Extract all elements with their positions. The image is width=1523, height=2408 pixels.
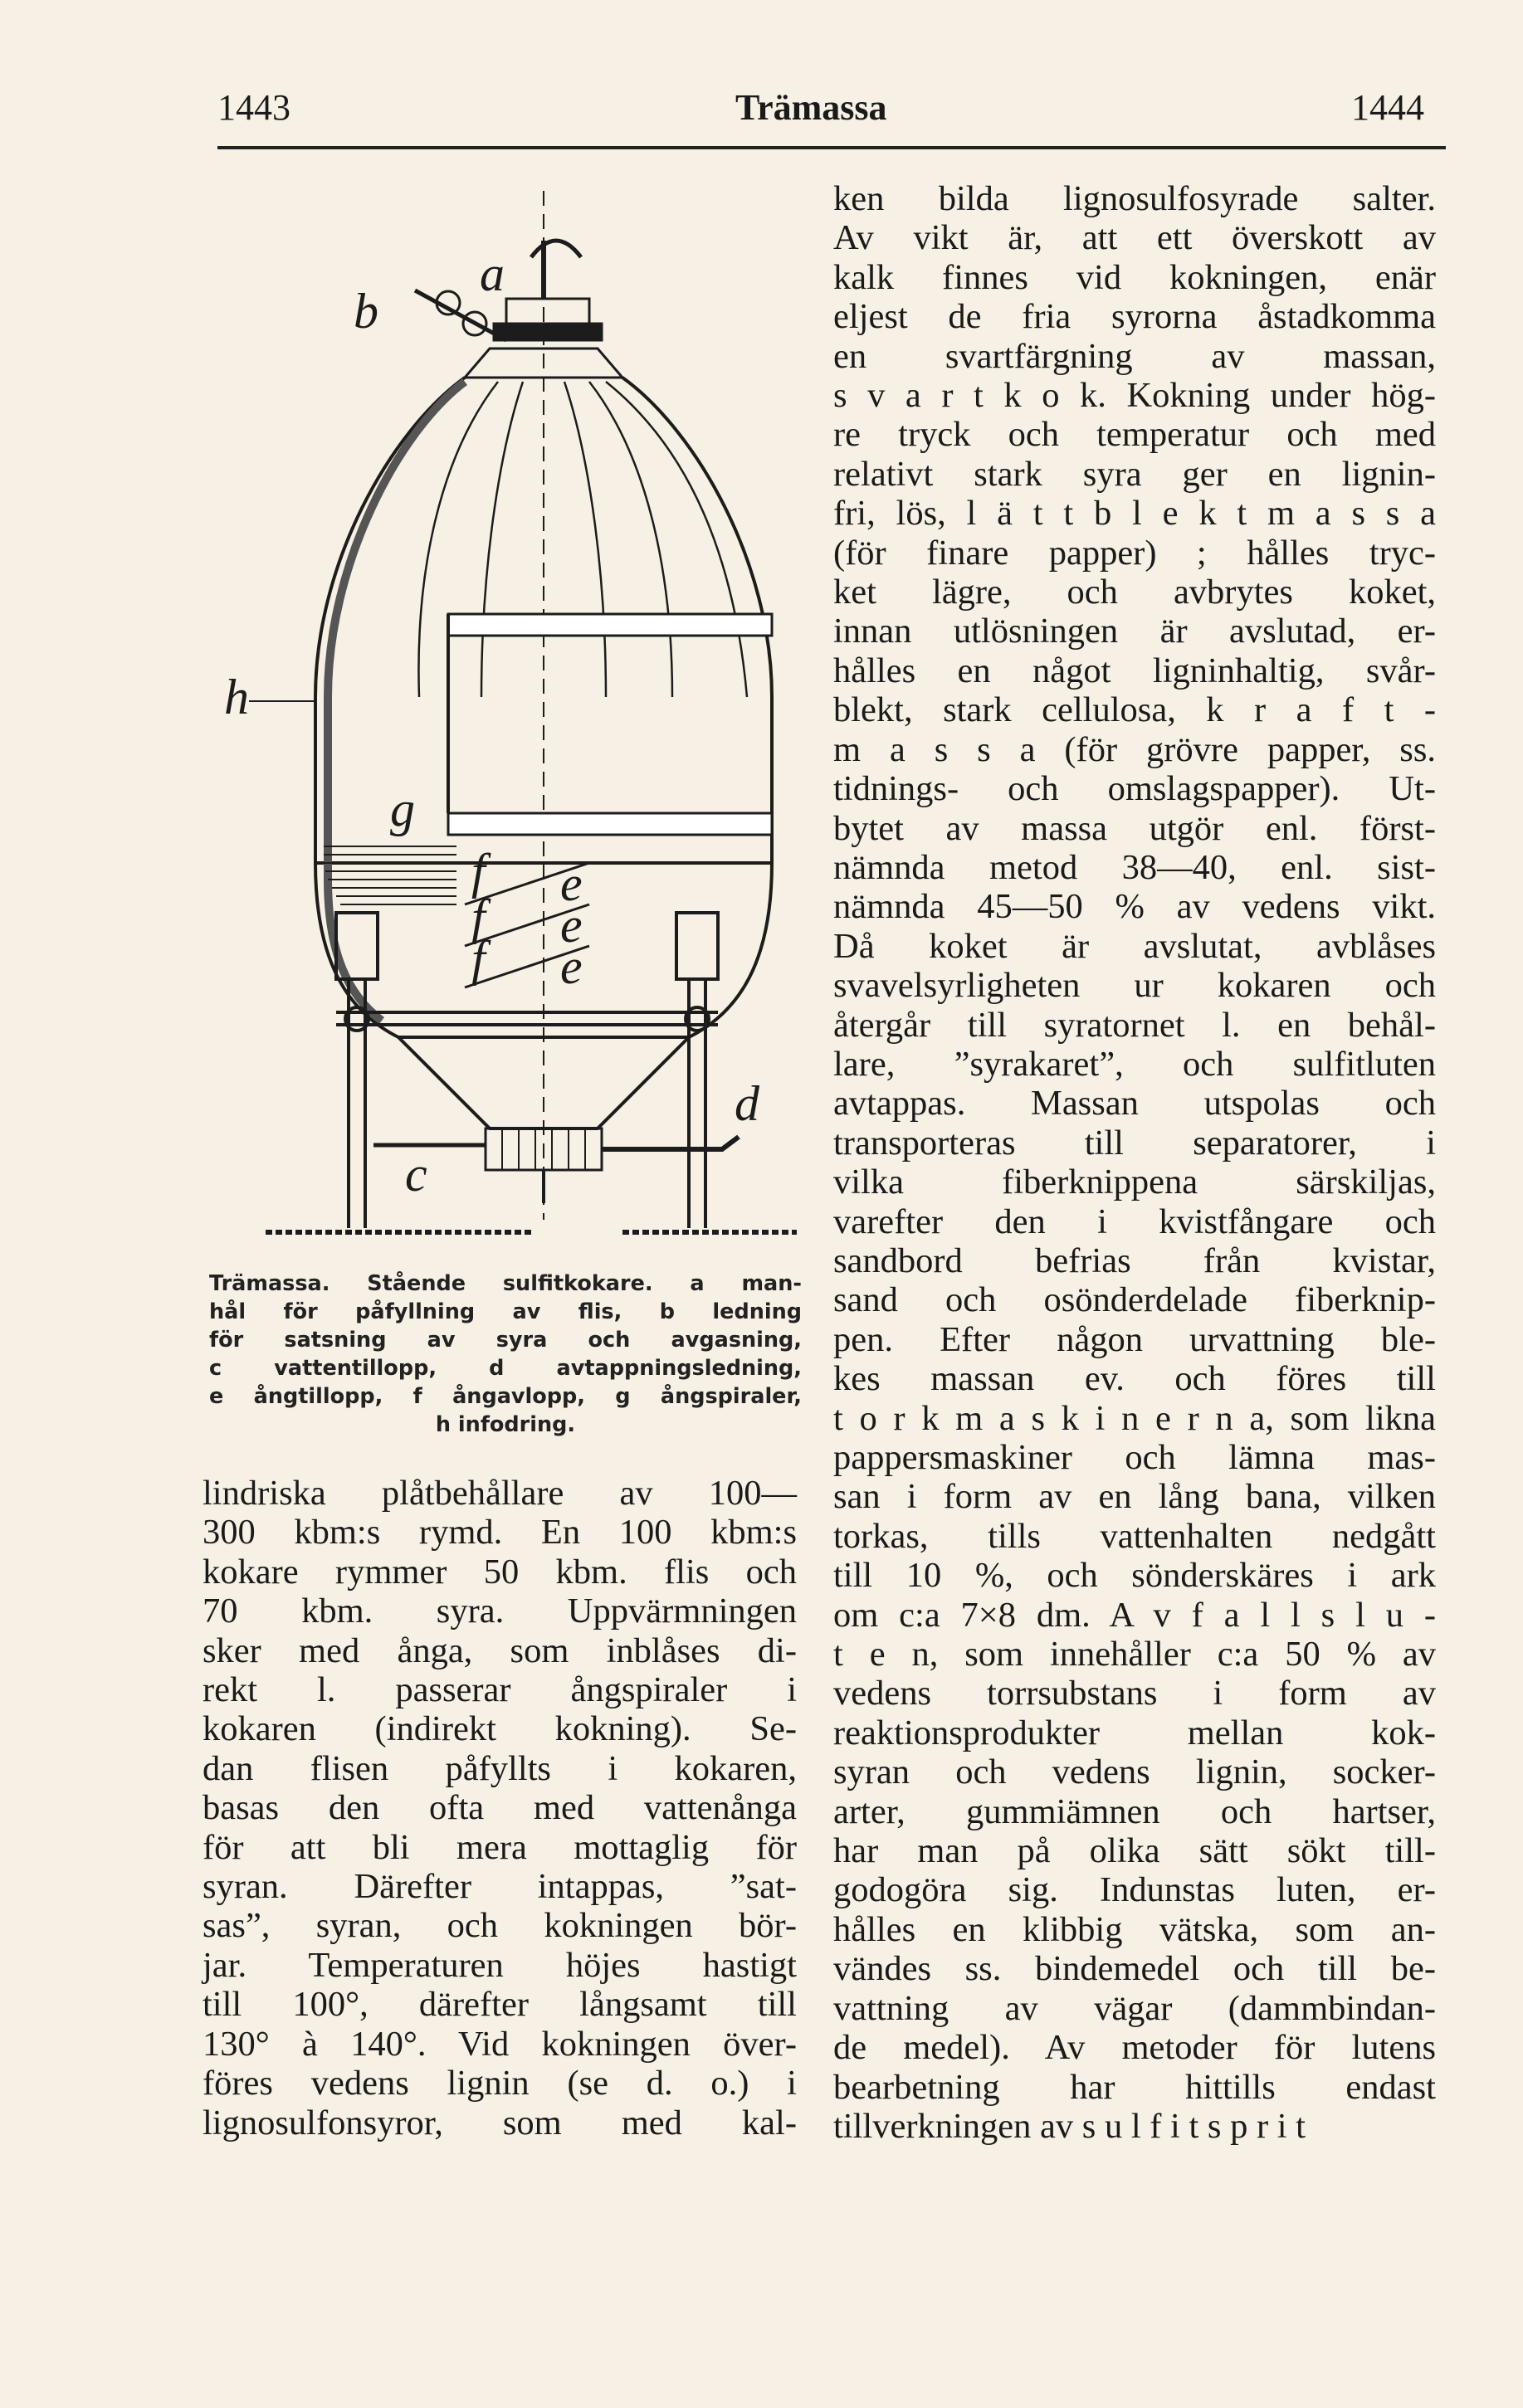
text-line: avtappas. Massan utspolas och bbox=[833, 1084, 1436, 1124]
text-line: sand och osönderdelade fiberknip- bbox=[833, 1280, 1436, 1320]
steam-coils bbox=[324, 846, 456, 904]
text-line: s v a r t k o k. Kokning under hög- bbox=[833, 376, 1436, 416]
text-line: har man på olika sätt sökt till- bbox=[833, 1831, 1436, 1871]
label-e-3: e bbox=[560, 939, 583, 994]
text-line: sker med ånga, som inblåses di- bbox=[203, 1631, 797, 1670]
text-line: lindriska plåtbehållare av 100— bbox=[203, 1474, 797, 1513]
label-e-2: e bbox=[560, 898, 583, 953]
text-line: till 10 %, och sönderskäres i ark bbox=[833, 1556, 1436, 1596]
text-line: lignosulfonsyror, som med kal- bbox=[203, 2103, 797, 2142]
label-c: c bbox=[405, 1147, 427, 1202]
header-rule bbox=[217, 146, 1446, 149]
text-line: 130° à 140°. Vid kokningen över- bbox=[203, 2024, 797, 2064]
caption-line: för satsning av syra och avgasning, bbox=[209, 1328, 802, 1353]
text-line: kokaren (indirekt kokning). Se- bbox=[203, 1709, 797, 1749]
caption-line: e ångtillopp, f ångavlopp, g ångspiraler, bbox=[209, 1384, 802, 1409]
text-line: sandbord befrias från kvistar, bbox=[833, 1241, 1436, 1280]
label-d: d bbox=[735, 1076, 759, 1131]
text-line: 70 kbm. syra. Uppvärmningen bbox=[203, 1592, 797, 1631]
support-frame bbox=[336, 913, 718, 1228]
text-line: vattning av vägar (dammbindan- bbox=[833, 1988, 1436, 2028]
text-line: nämnda metod 38—40, enl. sist- bbox=[833, 847, 1436, 887]
text-line: bearbetning har hittills endast bbox=[833, 2067, 1436, 2107]
text-line: kalk finnes vid kokningen, enär bbox=[833, 257, 1436, 297]
label-f-3: f bbox=[471, 931, 486, 986]
left-page-number: 1443 bbox=[217, 87, 290, 128]
text-line: m a s s a (för grövre papper, ss. bbox=[833, 729, 1436, 769]
text-line: jar. Temperaturen höjes hastigt bbox=[203, 1945, 797, 1985]
text-line: 300 kbm:s rymd. En 100 kbm:s bbox=[203, 1513, 797, 1553]
text-line: vedens torrsubstans i form av bbox=[833, 1674, 1436, 1713]
label-a: a bbox=[480, 246, 505, 301]
text-line: nämnda 45—50 % av vedens vikt. bbox=[833, 887, 1436, 927]
label-f-2: f bbox=[471, 890, 486, 944]
right-page-number: 1444 bbox=[1351, 87, 1424, 128]
text-line: pen. Efter någon urvattning ble- bbox=[833, 1319, 1436, 1359]
text-line: vilka fiberknippena särskiljas, bbox=[833, 1163, 1436, 1202]
text-line: (för finare papper) ; hålles tryc- bbox=[833, 533, 1436, 573]
caption-line: Trämassa. Stående sulfitkokare. a man- bbox=[209, 1271, 802, 1296]
text-line: pappersmaskiner och lämna mas- bbox=[833, 1438, 1436, 1477]
text-line: kes massan ev. och föres till bbox=[833, 1359, 1436, 1399]
text-line: blekt, stark cellulosa, k r a f t - bbox=[833, 690, 1436, 730]
text-line: varefter den i kvistfångare och bbox=[833, 1202, 1436, 1241]
manhole bbox=[494, 241, 602, 340]
label-b: b bbox=[354, 284, 378, 339]
label-g: g bbox=[390, 782, 415, 836]
band-2 bbox=[448, 813, 772, 835]
text-line: arter, gummiämnen och hartser, bbox=[833, 1791, 1436, 1831]
text-line: Av vikt är, att ett överskott av bbox=[833, 218, 1436, 258]
text-line: re tryck och temperatur och med bbox=[833, 415, 1436, 455]
left-text-column bbox=[203, 1474, 797, 2142]
text-line: tidnings- och omslagspapper). Ut- bbox=[833, 769, 1436, 809]
label-f-1: f bbox=[471, 844, 486, 899]
text-line: dan flisen påfyllts i kokaren, bbox=[203, 1748, 797, 1788]
text-line: de medel). Av metoder för lutens bbox=[833, 2028, 1436, 2068]
text-line: bytet av massa utgör enl. först- bbox=[833, 808, 1436, 848]
text-line: godogöra sig. Indunstas luten, er- bbox=[833, 1870, 1436, 1910]
text-line: vändes ss. bindemedel och till be- bbox=[833, 1949, 1436, 1989]
text-line: ket lägre, och avbrytes koket, bbox=[833, 573, 1436, 612]
figure-caption bbox=[209, 1270, 802, 1439]
text-line: innan utlösningen är avslutad, er- bbox=[833, 612, 1436, 651]
text-line: rekt l. passerar ångspiraler i bbox=[203, 1670, 797, 1710]
text-line: för att bli mera mottaglig för bbox=[203, 1827, 797, 1867]
band-1 bbox=[448, 614, 772, 636]
text-line: svavelsyrligheten ur kokaren och bbox=[833, 966, 1436, 1006]
text-line: relativt stark syra ger en lignin- bbox=[833, 454, 1436, 494]
text-line: fri, lös, l ä t t b l e k t m a s s a bbox=[833, 494, 1436, 534]
text-line: hålles en klibbig vätska, som an- bbox=[833, 1909, 1436, 1949]
digester-drawing bbox=[224, 183, 822, 1270]
text-line: till 100°, därefter långsamt till bbox=[203, 1985, 797, 2025]
text-line: lare, ”syrakaret”, och sulfitluten bbox=[833, 1044, 1436, 1084]
text-line: t e n, som innehåller c:a 50 % av bbox=[833, 1635, 1436, 1674]
text-line: ken bilda lignosulfosyrade salter. bbox=[833, 179, 1436, 218]
sulfite-digester-figure bbox=[224, 183, 822, 1270]
text-line: transporteras till separatorer, i bbox=[833, 1123, 1436, 1163]
text-line: sas”, syran, och kokningen bör- bbox=[203, 1906, 797, 1946]
text-line: kokare rymmer 50 kbm. flis och bbox=[203, 1552, 797, 1592]
text-line: syran och vedens lignin, socker- bbox=[833, 1752, 1436, 1792]
caption-line: hål för påfyllning av flis, b ledning bbox=[209, 1299, 802, 1324]
text-line: syran. Därefter intappas, ”sat- bbox=[203, 1867, 797, 1907]
text-line: basas den ofta med vattenånga bbox=[203, 1788, 797, 1828]
text-line: Då koket är avslutat, avblåses bbox=[833, 926, 1436, 966]
label-h: h bbox=[224, 670, 249, 724]
text-line: återgår till syratornet l. en behål- bbox=[833, 1005, 1436, 1045]
shell-staves bbox=[418, 382, 747, 697]
running-title: Trämassa bbox=[735, 87, 887, 128]
text-line: torkas, tills vattenhalten nedgått bbox=[833, 1516, 1436, 1556]
text-line: föres vedens lignin (se d. o.) i bbox=[203, 2064, 797, 2103]
text-line: eljest de fria syrorna åstadkomma bbox=[833, 297, 1436, 337]
caption-line: h infodring. bbox=[435, 1412, 576, 1437]
caption-line: c vattentillopp, d avtappningsledning, bbox=[209, 1356, 802, 1381]
text-line: en svartfärgning av massan, bbox=[833, 336, 1436, 376]
text-line: reaktionsprodukter mellan kok- bbox=[833, 1713, 1436, 1752]
text-line: san i form av en lång bana, vilken bbox=[833, 1477, 1436, 1517]
text-line: t o r k m a s k i n e r n a, som likna bbox=[833, 1398, 1436, 1438]
text-line: tillverkningen av s u l f i t s p r i t bbox=[833, 2106, 1306, 2146]
right-text-column bbox=[833, 179, 1436, 2146]
drain-pipe bbox=[602, 1137, 739, 1149]
lining bbox=[328, 382, 465, 1021]
label-e-1: e bbox=[560, 856, 583, 911]
text-line: om c:a 7×8 dm. A v f a l l s l u - bbox=[833, 1595, 1436, 1635]
text-line: hålles en något ligninhaltig, svår- bbox=[833, 651, 1436, 690]
